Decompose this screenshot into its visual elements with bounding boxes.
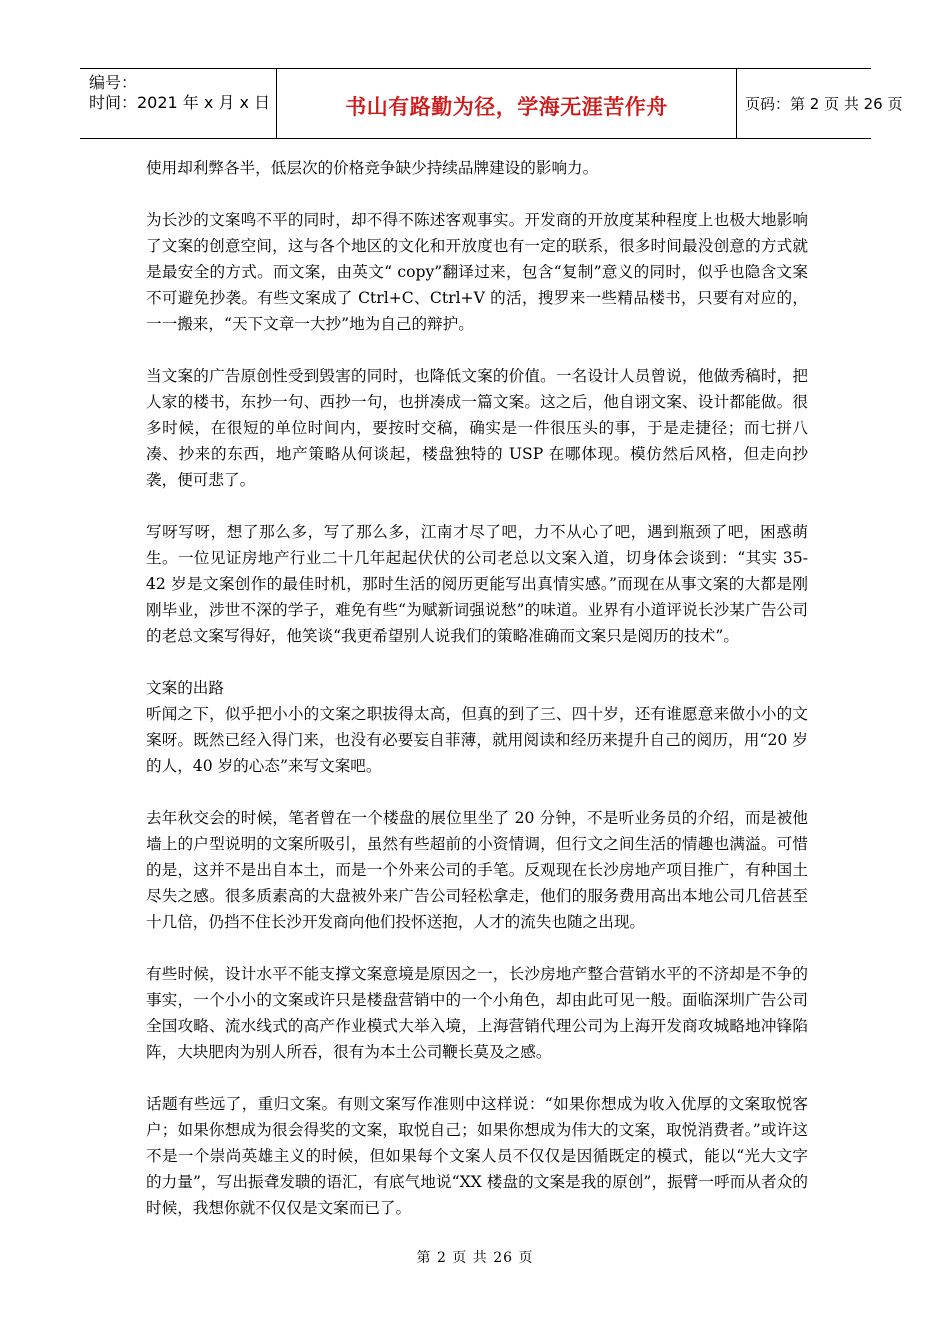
header-motto: 书山有路勤为径，学海无涯苦作舟 [345, 95, 668, 119]
page-footer: 第 2 页 共 26 页 [416, 1250, 534, 1266]
document-date-label: 时间：2021 年 x 月 x 日 [89, 93, 271, 112]
document-header [80, 68, 903, 139]
header-page-cell [737, 69, 903, 138]
header-motto-cell [277, 69, 737, 138]
paragraph-7: 有些时候，设计水平不能支撑文案意境是原因之一，长沙房地产整合营销水平的不济却是不争的事实，一个小小的文案或许只是楼盘营销中的一个小角色，却由此可见一般。面临深圳广告公司全国攻略、流水线式的高产作业模式大举入境，上海营销代理公司为上海开发商攻城略地冲锋陷阵，大块肥肉为别人所吞，很有为本土公司鞭长莫及之感。 [146, 965, 808, 1061]
paragraph-1: 使用却利弊各半，低层次的价格竞争缺少持续品牌建设的影响力。 [146, 159, 599, 177]
document-body [146, 155, 808, 1221]
paragraph-3: 当文案的广告原创性受到毁害的同时，也降低文案的价值。一名设计人员曾说，他做秀稿时，把人家的楼书，东抄一句、西抄一句，也拼凑成一篇文案。这之后，他自诩文案、设计都能做。很多时候，在很短的单位时间内，要按时交稿，确实是一件很压头的事，于是走捷径；而七拼八凑、抄来的东西，地产策略从何谈起，楼盘独特的 USP 在哪体现。模仿然后风格，但走向抄袭，便可悲了。 [146, 367, 808, 489]
document-code-label: 编号： [89, 73, 138, 92]
header-meta-cell [80, 69, 277, 138]
header-page-info: 页码：第 2 页 共 26 页 [745, 95, 903, 113]
paragraph-4: 写呀写呀，想了那么多，写了那么多，江南才尽了吧，力不从心了吧，遇到瓶颈了吧，困惑萌生。一位见证房地产行业二十几年起起伏伏的公司老总以文案入道，切身体会谈到：“其实 35-42 岁是文案创作的最佳时机，那时生活的阅历更能写出真情实感。”而现在从事文案的大都是刚刚毕业，涉世不深的学子，难免有些“为赋新词强说愁”的味道。业界有小道评说长沙某广告公司的老总文案写得好，他笑谈“我更希望别人说我们的策略准确而文案只是阅历的技术”。 [146, 523, 808, 645]
section-heading: 文案的出路 [146, 679, 224, 697]
paragraph-8: 话题有些远了，重归文案。有则文案写作准则中这样说：“如果你想成为收入优厚的文案取悦客户；如果你想成为很会得奖的文案，取悦自己；如果你想成为伟大的文案，取悦消费者。”或许这不是一个崇尚英雄主义的时候，但如果每个文案人员不仅仅是因循既定的模式，能以“光大文字的力量”，写出振聋发聩的语汇，有底气地说“XX 楼盘的文案是我的原创”，振臂一呼而从者众的时候，我想你就不仅仅是文案而已了。 [146, 1095, 808, 1217]
paragraph-5: 听闻之下，似乎把小小的文案之职拔得太高，但真的到了三、四十岁，还有谁愿意来做小小的文案呀。既然已经入得门来，也没有必要妄自菲薄，就用阅读和经历来提升自己的阅历，用“20 岁的人，40 岁的心态”来写文案吧。 [146, 705, 808, 775]
paragraph-2: 为长沙的文案鸣不平的同时，却不得不陈述客观事实。开发商的开放度某种程度上也极大地影响了文案的创意空间，这与各个地区的文化和开放度也有一定的联系，很多时间最没创意的方式就是最安全的方式。而文案，由英文“ copy”翻译过来，包含“复制”意义的同时，似乎也隐含文案不可避免抄袭。有些文案成了 Ctrl+C、Ctrl+V 的活，搜罗来一些精品楼书，只要有对应的，一一搬来，“天下文章一大抄”地为自己的辩护。 [146, 211, 808, 333]
paragraph-6: 去年秋交会的时候，笔者曾在一个楼盘的展位里坐了 20 分钟，不是听业务员的介绍，而是被他墙上的户型说明的文案所吸引，虽然有些超前的小资情调，但行文之间生活的情趣也满溢。可惜的是，这并不是出自本土，而是一个外来公司的手笔。反观现在长沙房地产项目推广，有种国土尽失之感。很多质素高的大盘被外来广告公司轻松拿走，他们的服务费用高出本地公司几倍甚至十几倍，仍挡不住长沙开发商向他们投怀送抱，人才的流失也随之出现。 [146, 809, 808, 931]
